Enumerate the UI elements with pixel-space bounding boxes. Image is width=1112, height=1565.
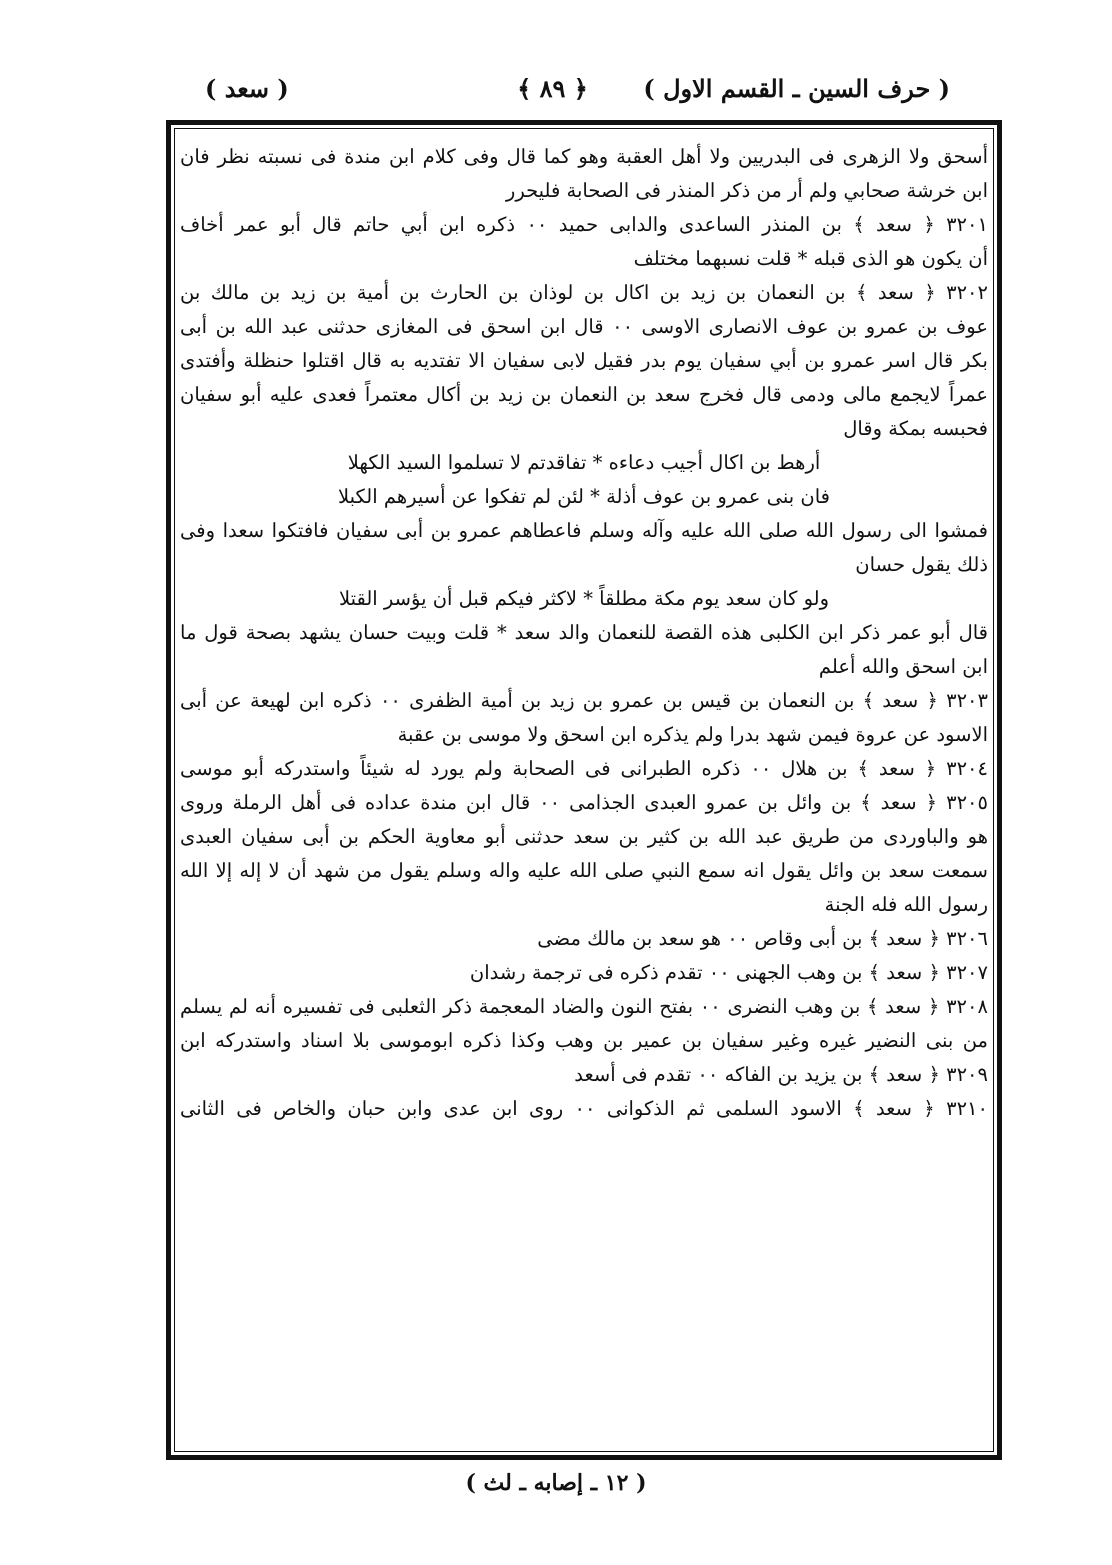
text-line: ابن خرشة صحابي ولم أر من ذكر المنذر فى الصحابة فليحرر — [505, 179, 988, 202]
text-line: أسحق ولا الزهرى فى البدريين ولا أهل العقبة وهو كما قال وفى كلام ابن مندة فى نسبته نظر فان — [180, 145, 988, 168]
poem-verse: ولو كان سعد يوم مكة مطلقاً * لاكثر فيكم قبل أن يؤسر القتلا — [338, 587, 830, 610]
entry-3207: ٣٢٠٧ ﴿ سعد ﴾ بن وهب الجهنى ٠٠ تقدم ذكره فى ترجمة رشدان — [469, 961, 988, 984]
text-line: فمشوا الى رسول الله صلى الله عليه وآله وسلم فاعطاهم عمرو بن أبى سفيان فافتكوا سعدا وفى — [180, 519, 988, 542]
text-line: عوف بن عمرو بن عوف الانصارى الاوسى ٠٠ قال ابن اسحق فى المغازى حدثنى عبد الله بن أبى — [180, 315, 988, 338]
text-line: هو والباوردى من طريق عبد الله بن كثير بن سعد حدثنى أبو معاوية الحكم بن أبى سفيان العبدى — [180, 825, 988, 848]
text-line: ابن اسحق والله أعلم — [818, 655, 988, 678]
text-line: من بنى النضير غيره وغير سفيان بن عمير بن وهب وكذا ذكره ابوموسى بلا اسناد واستدركه ابن — [180, 1029, 988, 1052]
entry-3206: ٣٢٠٦ ﴿ سعد ﴾ بن أبى وقاص ٠٠ هو سعد بن مالك مضى — [537, 927, 988, 950]
text-line: سمعت سعد بن وائل يقول انه سمع النبي صلى الله عليه واله وسلم يقول من شهد أن لا إله إلا الله — [180, 859, 988, 882]
page-footer-signature: ( ١٢ ـ إصابه ـ لث ) — [465, 1470, 647, 1496]
text-line: فحبسه بمكة وقال — [843, 417, 988, 440]
entry-heading: ( سعد ) — [205, 74, 289, 103]
text-line: ذلك يقول حسان — [855, 553, 988, 576]
entry-3209: ٣٢٠٩ ﴿ سعد ﴾ بن يزيد بن الفاكه ٠٠ تقدم فى أسعد — [574, 1063, 988, 1086]
page-header — [155, 68, 950, 116]
text-line: الاسود عن عروة فيمن شهد بدرا ولم يذكره ابن اسحق ولا موسى بن عقبة — [397, 723, 988, 746]
entry-3203: ٣٢٠٣ ﴿ سعد ﴾ بن النعمان بن قيس بن عمرو بن زيد بن أمية الظفرى ٠٠ ذكره ابن لهيعة عن أبى — [180, 689, 988, 712]
entry-3210: ٣٢١٠ ﴿ سعد ﴾ الاسود السلمى ثم الذكوانى ٠٠ روى ابن عدى وابن حبان والخاص فى الثانى — [180, 1097, 988, 1120]
text-body — [180, 140, 988, 1126]
text-line: قال أبو عمر ذكر ابن الكلبى هذه القصة للنعمان والد سعد * قلت وبيت حسان يشهد بصحة قول ما — [180, 621, 988, 644]
section-title: ( حرف السين ـ القسم الاول ) — [643, 74, 950, 103]
entry-3208: ٣٢٠٨ ﴿ سعد ﴾ بن وهب النضرى ٠٠ بفتح النون والضاد المعجمة ذكر الثعلبى فى تفسيره أنه لم يسلم — [180, 995, 988, 1018]
text-line: أن يكون هو الذى قبله * قلت نسبهما مختلف — [633, 247, 988, 270]
entry-3201: ٣٢٠١ ﴿ سعد ﴾ بن المنذر الساعدى والدابى حميد ٠٠ ذكره ابن أبي حاتم قال أبو عمر أخاف — [180, 213, 988, 236]
poem-verse: أرهط بن اكال أجيب دعاءه * تفاقدتم لا تسلموا السيد الكهلا — [347, 451, 821, 474]
entry-3204: ٣٢٠٤ ﴿ سعد ﴾ بن هلال ٠٠ ذكره الطبرانى فى الصحابة ولم يورد له شيئاً واستدركه أبو موسى — [180, 757, 988, 780]
entry-3202: ٣٢٠٢ ﴿ سعد ﴾ بن النعمان بن زيد بن اكال بن لوذان بن الحارث بن أمية بن زيد بن مالك بن — [180, 281, 988, 304]
text-line: بكر قال اسر عمرو بن أبي سفيان يوم بدر فقيل لابى سفيان الا تفتديه به قال اقتلوا حنظلة وأفتدى — [180, 349, 988, 372]
text-line: رسول الله فله الجنة — [824, 893, 988, 916]
entry-3205: ٣٢٠٥ ﴿ سعد ﴾ بن وائل بن عمرو العبدى الجذامى ٠٠ قال ابن مندة عداده فى أهل الرملة وروى — [180, 791, 988, 814]
text-line: عمراً لايجمع مالى ودمى قال فخرج سعد بن النعمان بن زيد بن أكال معتمراً فعدى عليه أبو سفيان — [180, 383, 988, 406]
page-number: ﴿ ٨٩ ﴾ — [517, 74, 588, 103]
poem-verse: فان بنى عمرو بن عوف أذلة * لئن لم تفكوا عن أسيرهم الكبلا — [338, 485, 830, 508]
